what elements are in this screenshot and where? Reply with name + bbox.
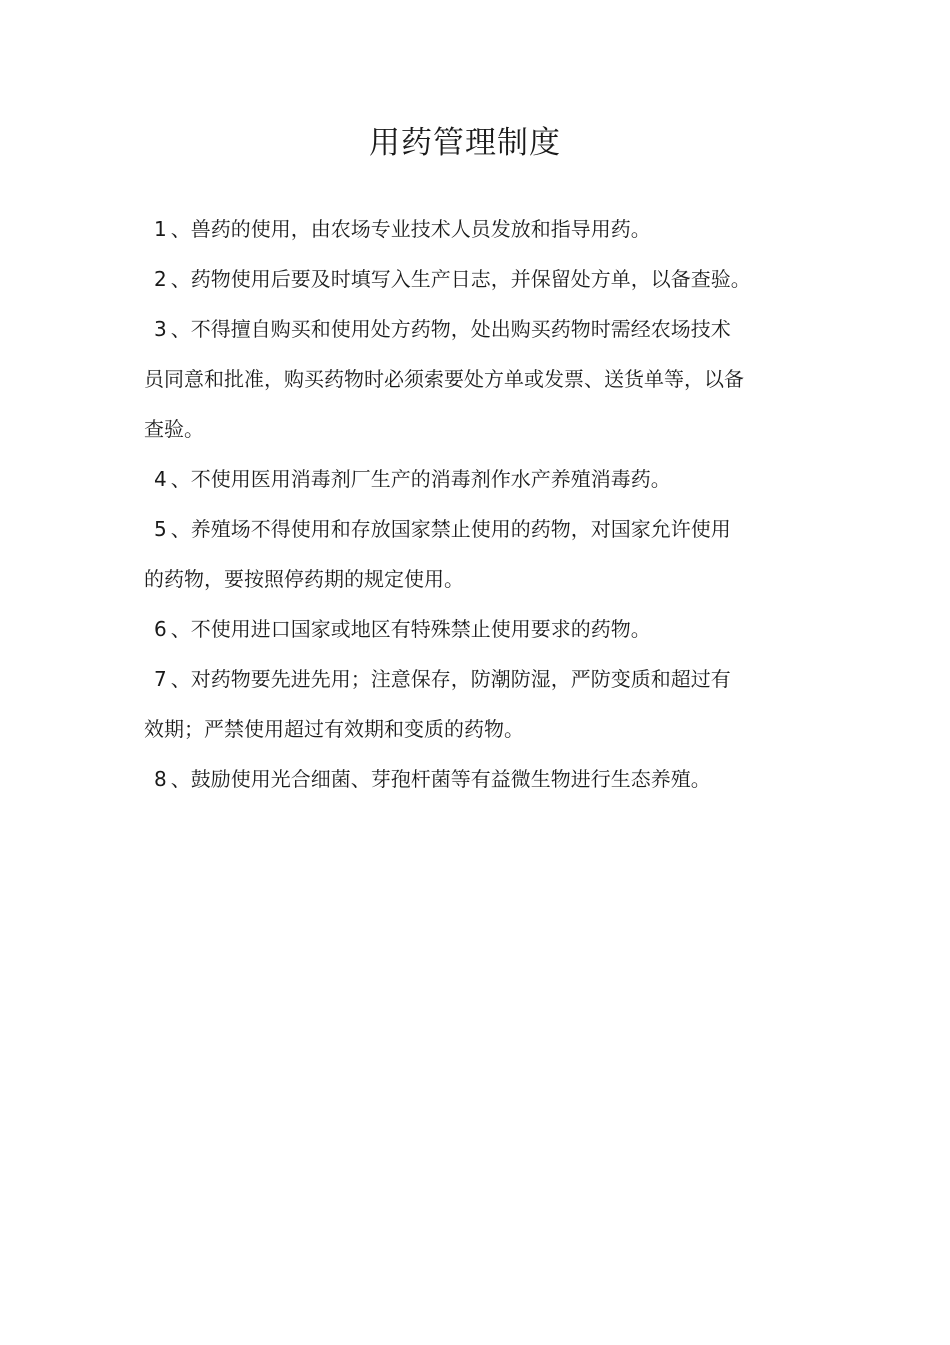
item-text: 、养殖场不得使用和存放国家禁止使用的药物，对国家允许使用	[170, 517, 731, 541]
list-item-3-continuation: 员同意和批准，购买药物时必须索要处方单或发票、送货单等，以备	[144, 367, 744, 391]
item-number: 7	[154, 667, 167, 691]
list-item-6	[144, 604, 776, 654]
item-number: 1	[154, 217, 167, 241]
list-item-5-continuation: 的药物，要按照停药期的规定使用。	[144, 567, 464, 591]
item-number: 8	[154, 767, 167, 791]
list-item-4	[144, 454, 776, 504]
list-item-7	[144, 654, 776, 704]
item-number: 2	[154, 267, 167, 291]
item-text: 、鼓励使用光合细菌、芽孢杆菌等有益微生物进行生态养殖。	[170, 767, 711, 791]
item-number: 4	[154, 467, 167, 491]
item-number: 3	[154, 317, 167, 341]
list-item-3-continuation: 查验。	[144, 417, 204, 441]
document-body	[144, 204, 776, 804]
page-title: 用药管理制度	[369, 125, 561, 161]
item-text: 、不得擅自购买和使用处方药物，处出购买药物时需经农场技术	[170, 317, 731, 341]
list-item-3	[144, 304, 776, 354]
item-text: 、对药物要先进先用；注意保存，防潮防湿，严防变质和超过有	[170, 667, 731, 691]
list-item-8	[144, 754, 776, 804]
item-number: 6	[154, 617, 167, 641]
item-text: 、不使用医用消毒剂厂生产的消毒剂作水产养殖消毒药。	[170, 467, 671, 491]
list-item-5	[144, 504, 776, 554]
item-text: 、兽药的使用，由农场专业技术人员发放和指导用药。	[170, 217, 651, 241]
item-text: 、不使用进口国家或地区有特殊禁止使用要求的药物。	[170, 617, 651, 641]
item-text: 、药物使用后要及时填写入生产日志，并保留处方单，以备查验。	[170, 267, 751, 291]
list-item-2	[144, 254, 776, 304]
list-item-1	[144, 204, 776, 254]
item-number: 5	[154, 517, 167, 541]
list-item-7-continuation: 效期；严禁使用超过有效期和变质的药物。	[144, 717, 524, 741]
